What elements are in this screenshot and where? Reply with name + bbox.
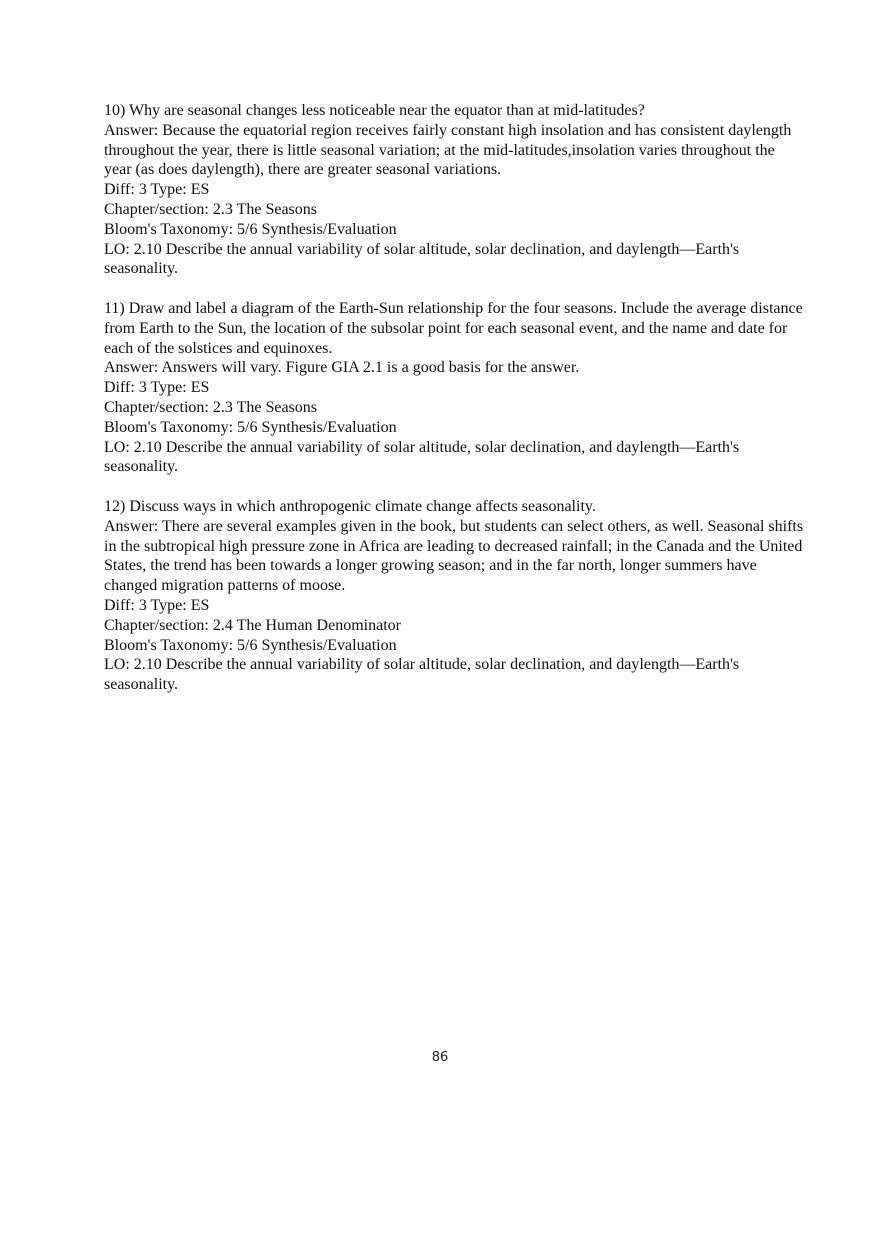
chapter-section-line: Chapter/section: 2.3 The Seasons (104, 398, 317, 416)
chapter-section-line: Chapter/section: 2.4 The Human Denominator (104, 616, 401, 634)
page-number: 86 (431, 1050, 449, 1065)
learning-objective-line: LO: 2.10 Describe the annual variability of solar altitude, solar declination, and daylength—Earth's seasonality. (104, 240, 740, 278)
difficulty-line: Diff: 3 Type: ES (104, 181, 210, 199)
bloom-taxonomy-line: Bloom's Taxonomy: 5/6 Synthesis/Evaluation (104, 418, 397, 436)
answer-text: Answer: Because the equatorial region receives fairly constant high insolation and has consistent daylength throughout the year, there is little seasonal variation; at the mid-latitudes,insolation varies throughout the year (as does daylength), there are greater seasonal variations. (104, 121, 792, 179)
difficulty-line: Diff: 3 Type: ES (104, 379, 210, 397)
question-block-11 (104, 299, 804, 477)
question-block-12 (104, 497, 804, 695)
document-page (104, 101, 804, 715)
bloom-taxonomy-line: Bloom's Taxonomy: 5/6 Synthesis/Evaluation (104, 220, 397, 238)
chapter-section-line: Chapter/section: 2.3 The Seasons (104, 200, 317, 218)
difficulty-line: Diff: 3 Type: ES (104, 596, 210, 614)
answer-text: Answer: There are several examples given in the book, but students can select others, as well. Seasonal shifts in the subtropical high pressure zone in Africa are leading to decreased rainfall; in the Canada and the United States, the trend has been towards a longer growing season; and in the far north, longer summers have changed migration patterns of moose. (104, 517, 804, 595)
learning-objective-line: LO: 2.10 Describe the annual variability of solar altitude, solar declination, and daylength—Earth's seasonality. (104, 656, 740, 694)
question-text: 12) Discuss ways in which anthropogenic climate change affects seasonality. (104, 497, 596, 515)
question-text: 11) Draw and label a diagram of the Earth-Sun relationship for the four seasons. Include the average distance from Earth to the Sun, the location of the subsolar point for each seasonal event, and the name and date for each of the solstices and equinoxes. (104, 299, 803, 357)
bloom-taxonomy-line: Bloom's Taxonomy: 5/6 Synthesis/Evaluation (104, 636, 397, 654)
learning-objective-line: LO: 2.10 Describe the annual variability of solar altitude, solar declination, and daylength—Earth's seasonality. (104, 438, 740, 476)
question-text: 10) Why are seasonal changes less noticeable near the equator than at mid-latitudes? (104, 102, 645, 119)
answer-text: Answer: Answers will vary. Figure GIA 2.1 is a good basis for the answer. (104, 359, 580, 377)
question-block-10 (104, 101, 804, 279)
